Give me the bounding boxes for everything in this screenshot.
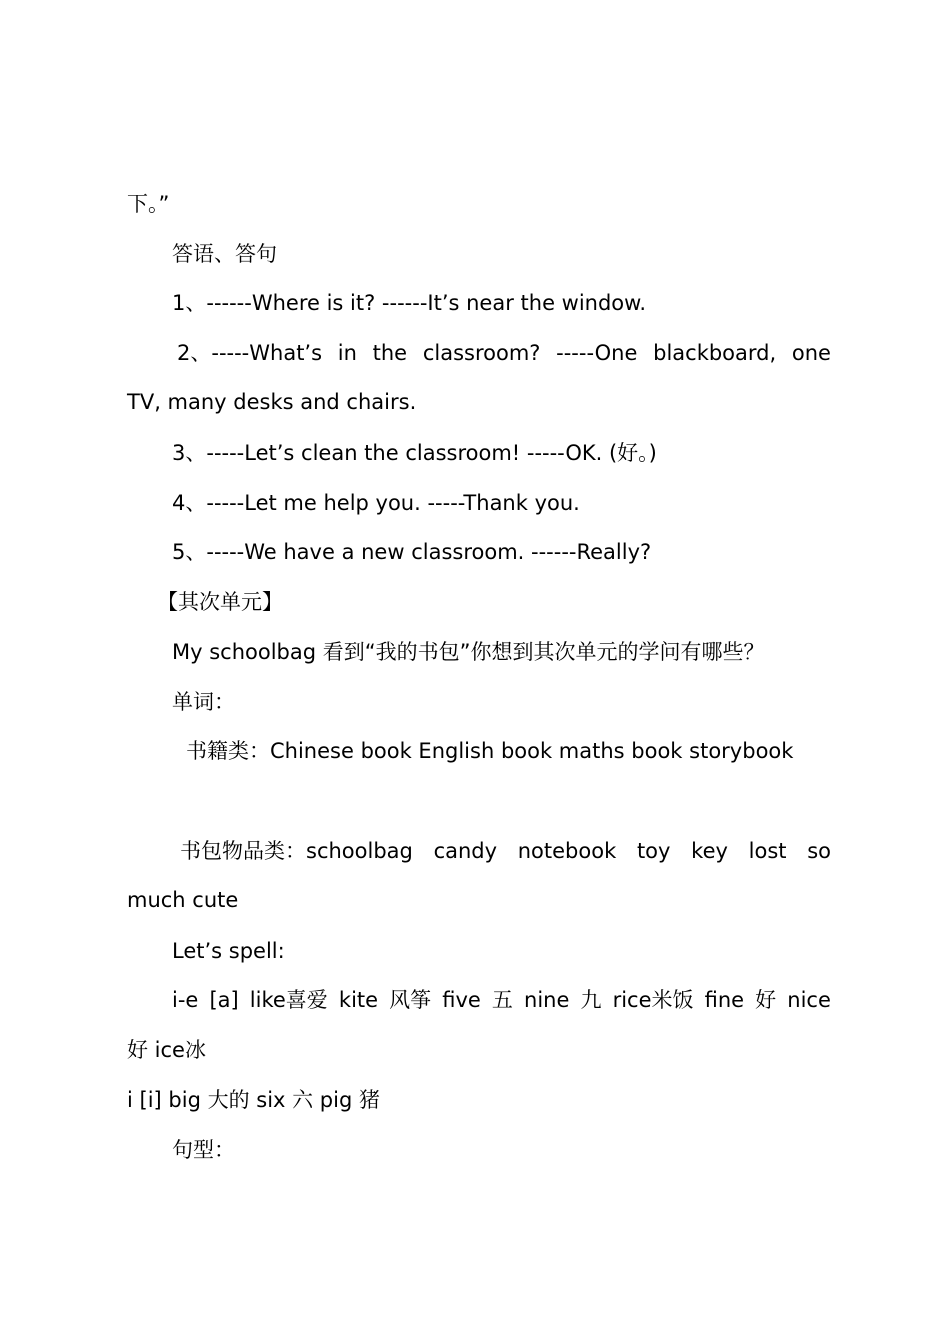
section-heading: 单词： (172, 690, 235, 714)
sentence-item (177, 339, 831, 367)
phonics-line (172, 986, 831, 1014)
word: fine (704, 988, 745, 1012)
text-line: My schoolbag 看到“我的书包”你想到其次单元的学问有哪些？ (172, 640, 765, 664)
word: -----One (556, 341, 638, 365)
word: so (807, 839, 831, 863)
sentence-item: 3、-----Let’s clean the classroom! -----OK. (好。) (172, 441, 657, 465)
section-heading: 句型： (172, 1138, 235, 1162)
word: [a] (209, 988, 239, 1012)
section-heading: Let’s spell: (172, 939, 285, 963)
word: candy (433, 839, 498, 863)
sentence-item: 1、------Where is it? ------It’s near the window. (172, 291, 647, 315)
word: 好 (755, 988, 777, 1012)
phonics-line: i [i] big 大的 six 六 pig 猪 (127, 1088, 380, 1112)
word: nice (787, 988, 831, 1012)
word: kite (338, 988, 379, 1012)
word: rice米饭 (612, 988, 694, 1012)
sentence-item: 5、-----We have a new classroom. ------Really? (172, 540, 652, 564)
word: five (442, 988, 481, 1012)
word: blackboard, (653, 341, 777, 365)
word: lost (748, 839, 787, 863)
word: 九 (580, 988, 602, 1012)
word: i-e (172, 988, 199, 1012)
word: like喜爱 (249, 988, 328, 1012)
text-line: 好 ice冰 (127, 1038, 206, 1062)
vocab-line: 书籍类：Chinese book English book maths book storybook (186, 739, 794, 763)
sentence-item: 4、-----Let me help you. -----Thank you. (172, 491, 580, 515)
text-line: much cute (127, 888, 239, 912)
word: toy (636, 839, 671, 863)
text-line: TV, many desks and chairs. (127, 390, 417, 414)
word: key (691, 839, 728, 863)
unit-heading: 【其次单元】 (157, 590, 283, 614)
text-line: 下。” (127, 192, 170, 216)
word: notebook (517, 839, 617, 863)
section-heading: 答语、答句 (172, 242, 277, 266)
word: 风筝 (389, 988, 432, 1012)
word: one (791, 341, 831, 365)
word: nine (524, 988, 570, 1012)
word: in (337, 341, 357, 365)
word: 2、-----What’s (177, 341, 323, 365)
word: classroom? (422, 341, 541, 365)
vocab-line (180, 837, 831, 865)
word: 书包物品类：schoolbag (180, 839, 413, 863)
word: 五 (491, 988, 513, 1012)
word: the (372, 341, 408, 365)
